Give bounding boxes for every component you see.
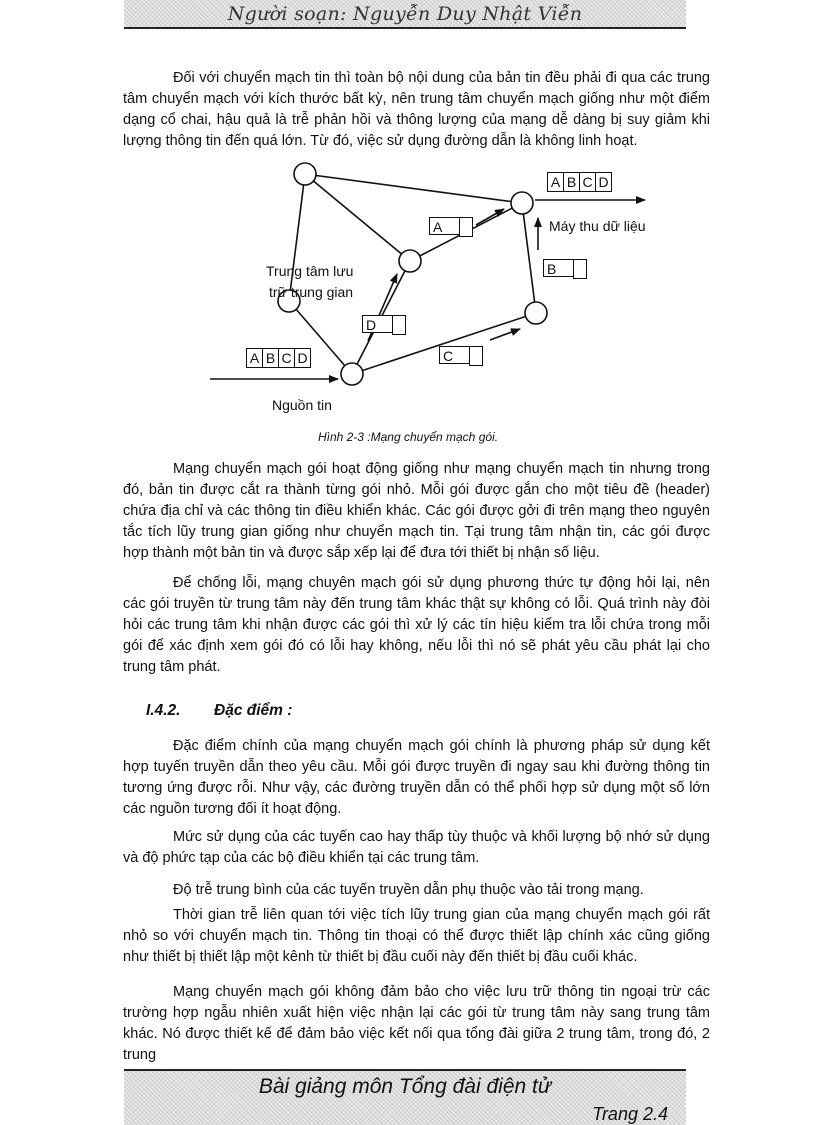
header-author: Người soạn: Nguyễn Duy Nhật Viễn [227, 3, 583, 25]
receiver-node [511, 192, 533, 214]
packet-cell: D [595, 172, 612, 192]
label-storage-line1: Trung tâm lưu [266, 263, 354, 279]
packet-dest-abcd [547, 172, 611, 192]
packet-a-arrow [476, 209, 504, 225]
packet-cell: D [294, 348, 311, 368]
paragraph-storage: Mạng chuyển mạch gói không đảm bảo cho việc lưu trữ thông tin ngoại trừ các trường hợp ngẫu nhiên xuất hiện việc nhận lại các gói từ trung tâm này sang trung tâm khác. Nó được thiết kế để đảm bảo việc kết nối qua tổng đài giữa 2 trung tâm, trong đó, 2 trung [123, 984, 710, 1063]
packet-cell: A [547, 172, 564, 192]
packet-b [543, 259, 586, 279]
label-source: Nguồn tin [272, 397, 332, 413]
packet-header-cell [573, 259, 587, 279]
paragraph-error-control: Để chống lỗi, mạng chuyên mạch gói sử dụng phương thức tự động hỏi lại, nên các gói truyền từ trung tâm này đến trung tâm khác thật sự không có lỗi. Quá trình này đòi hỏi các trung tâm khi nhận được các gói thì xử lý các tín hiệu kiểm tra lỗi chứa trong mỗi gói để xác định xem gói đó có lỗi hay không, nếu lỗi thì nó sẽ phát yêu cầu phát lại cho trung tâm phát. [123, 575, 710, 675]
packet-d [362, 315, 405, 335]
source-node [341, 363, 363, 385]
footer-page-number: Trang 2.4 [592, 1104, 668, 1124]
figure-caption: Hình 2-3 :Mạng chuyển mạch gói. [317, 430, 499, 444]
packet-cell: D [362, 315, 393, 333]
switch-node [294, 163, 316, 185]
link [522, 203, 536, 313]
packet-c [439, 346, 482, 366]
packet-header-cell [469, 346, 483, 366]
packet-cell: B [543, 259, 574, 277]
section-heading [146, 702, 292, 720]
section-number: I.4.2. [146, 702, 181, 719]
packet-a [429, 217, 472, 237]
section-title: Đặc điểm : [214, 702, 293, 719]
label-storage-line2: trữ trung gian [269, 284, 354, 300]
packet-c-arrow [490, 329, 520, 340]
link [305, 174, 522, 203]
footer-course-title: Bài giảng môn Tổng đài điện tử [258, 1075, 552, 1098]
packet-cell: A [429, 217, 460, 235]
page-footer [124, 1069, 686, 1125]
paragraph-latency: Thời gian trễ liên quan tới việc tích lũy trung gian của mạng chuyển mạch gói rất nhỏ so với chuyển mạch tin. Thông tin thoại có thể được thiết lập chính xác cũng giống như thiết bị thiết lập một kênh từ thiết bị đầu cuối này đến thiết bị đầu cuối khác. [123, 907, 710, 965]
packet-cell: B [262, 348, 279, 368]
paragraph-packet-switching: Mạng chuyển mạch gói hoạt động giống như mạng chuyển mạch tin nhưng trong đó, bản tin được cắt ra thành từng gói nhỏ. Mỗi gói được gắn cho một tiêu đề (header) chứa địa chỉ và các thông tin điều khiển khác. Các gói được gởi đi trên mạng theo nguyên tắc tích lũy trung gian giống như chuyển mạch tin. Tại trung tâm nhận tin, các gói được hợp thành một bản tin và được sắp xếp lại để đưa tới thiết bị nhận số liệu. [123, 461, 710, 561]
switch-node [399, 250, 421, 272]
packet-source-abcd [246, 348, 310, 368]
link [305, 174, 410, 261]
page-header [124, 0, 686, 29]
packet-header-cell [459, 217, 473, 237]
packet-cell: C [278, 348, 295, 368]
paragraph-delay: Độ trễ trung bình của các tuyến truyền dẫn phụ thuộc vào tải trong mạng. [173, 882, 644, 898]
packet-cell: B [563, 172, 580, 192]
figure-packet-network [200, 158, 660, 423]
packet-cell: C [579, 172, 596, 192]
paragraph-features: Đặc điểm chính của mạng chuyển mạch gói chính là phương pháp sử dụng kết hợp tuyến truyền dẫn theo yêu cầu. Mỗi gói được truyền đi ngay sau khi đường thông tin tương ứng được rỗi. Như vậy, các đường truyền dẫn có thể phối hợp sử dụng một số lớn các nguồn tương đối ít hoạt động. [123, 738, 710, 817]
packet-cell: C [439, 346, 470, 364]
paragraph-utilization: Mức sử dụng của các tuyến cao hay thấp tùy thuộc và khối lượng bộ nhớ sử dụng và độ phức tạp của các bộ điều khiển tại các trung tâm. [123, 829, 710, 866]
paragraph-intro: Đối với chuyển mạch tin thì toàn bộ nội dung của bản tin đều phải đi qua các trung tâm chuyển mạch với kích thước bất kỳ, nên trung tâm chuyển mạch giống như một điểm dạng cổ chai, hậu quả là trễ phản hồi và thông lượng của mạng dễ dàng bị suy giảm khi lượng thông tin đến quá lớn. Từ đó, việc sử dụng đường dẫn là không linh hoạt. [123, 70, 710, 149]
packet-cell: A [246, 348, 263, 368]
switch-node [525, 302, 547, 324]
packet-header-cell [392, 315, 406, 335]
label-receiver: Máy thu dữ liệu [549, 218, 646, 234]
